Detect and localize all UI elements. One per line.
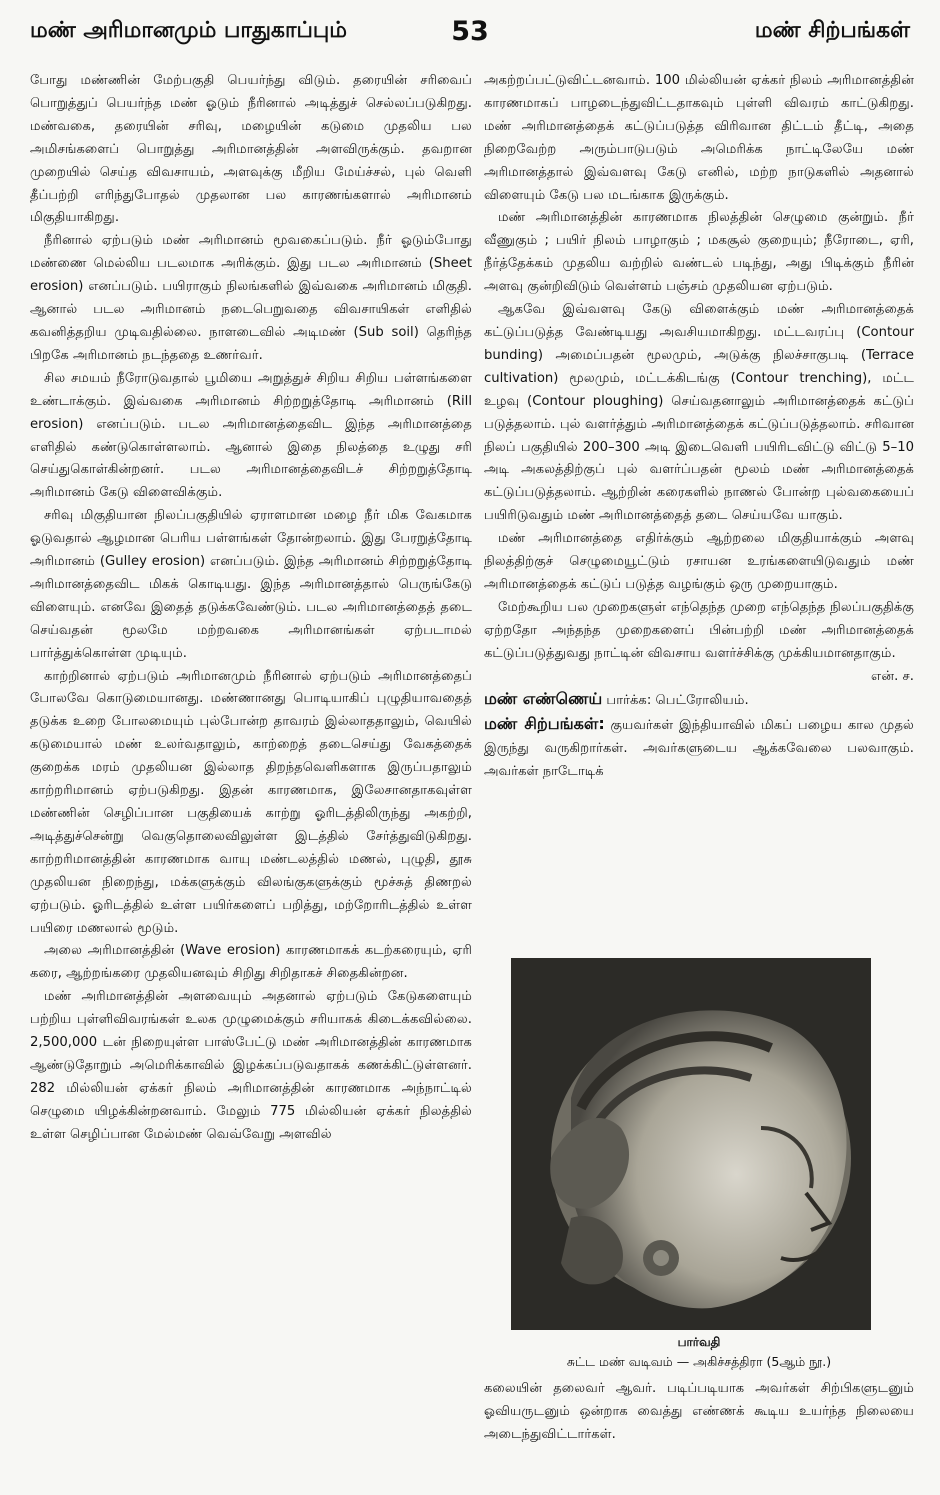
entry-mann-sirpangal — [484, 713, 914, 784]
paragraph: மண் அரிமானத்தின் அளவையும் அதனால் ஏற்படும் கேடுகளையும் பற்றிய புள்ளிவிவரங்கள் உலக முழுமைக்கும் சரியாகக் கிடைக்கவில்லை. 2,500,000 டன் நிறையுள்ள பாஸ்பேட்டு மண் அரிமானத்தின் காரணமாக ஆண்டுதோறும் அமெரிக்காவில் இழக்கப்படுவதாகக் கணக்கிட்டுள்ளனர். 282 மில்லியன் ஏக்கர் நிலம் அரிமானத்தின் காரணமாக அந்நாட்டில் செழுமை யிழக்கின்றனவாம். மேலும் 775 மில்லியன் ஏக்கர் நிலத்தில் உள்ள செழிப்பான மேல்மண் வெவ்வேறு அளவில் — [30, 989, 472, 1142]
figure-caption-subtitle: சுட்ட மண் வடிவம் — அகிச்சத்திரா (5ஆம் நூ.) — [566, 1354, 832, 1369]
left-column — [30, 70, 472, 1147]
sculpture-image — [511, 958, 871, 1330]
parvati-terracotta-photo — [511, 958, 871, 1330]
paragraph: மண் அரிமானத்தை எதிர்க்கும் ஆற்றலை மிகுதியாக்கும் அளவு நிலத்திற்குச் செழுமையூட்டும் ரசாயன உரங்களையிடுவதும் மண் அரிமானத்தைக் கட்டுப் படுத்த வழங்கும் ஒரு முறையாகும். — [484, 531, 914, 592]
paragraph: மண் அரிமானத்தின் காரணமாக நிலத்தின் செழுமை குன்றும். நீர் வீணுகும் ; பயிர் நிலம் பாழாகும் ; மகசூல் குறையும்; நீரோடை, ஏரி, நீர்த்தேக்கம் முதலிய வற்றில் வண்டல் படிந்து, அது பிடிக்கும் நீரின் அளவு குன்றிவிடும் வெள்ளம் பஞ்சம் முதலியன ஏற்படும். — [484, 210, 914, 295]
paragraph: சரிவு மிகுதியான நிலப்பகுதியில் ஏராளமான மழை நீர் மிக வேகமாக ஓடுவதால் ஆழமான பெரிய பள்ளங்கள் தோன்றலாம். இது பேரறுத்தோடி அரிமானம் (Gulley erosion) எனப்படும். இந்த அரிமானம் சிற்றறுத்தோடி அரிமானத்தைவிட மிகக் கொடியது. இந்த அரிமானத்தால் பெருங்கேடு விளையும். எனவே இதைத் தடுக்கவேண்டும். படல அரிமானத்தைத் தடை செய்வதன் மூலமே மற்றவகை அரிமானங்கள் ஏற்படாமல் பார்த்துக்கொள்ள முடியும். — [30, 508, 472, 661]
figure-caption-title: பார்வதி — [677, 1335, 721, 1349]
paragraph: ஆகவே இவ்வளவு கேடு விளைக்கும் மண் அரிமானத்தைக் கட்டுப்படுத்த வேண்டியது அவசியமாகிறது. மட்டவரப்பு (Contour bunding) அமைப்பதன் மூலமும், அடுக்கு நிலச்சாகுபடி (Terrace cultivation) மூலமும், மட்டக்கிடங்கு (Contour trenching), மட்ட உழவு (Contour ploughing) செய்வதனாலும் அரிமானத்தைக் கட்டுப் படுத்தலாம். புல் வளர்த்தும் அரிமானத்தைக் கட்டுப்படுத்தலாம். சரிவான நிலப் பகுதியில் 200–300 அடி இடைவெளி பயிரிடவிட்டு விட்டு 5–10 அடி அகலத்திற்குப் புல் வளர்ப்பதன் மூலம் மண் அரிமானத்தைக் கட்டுப்படுத்தலாம். ஆற்றின் கரைகளில் நாணல் போன்ற புல்வகையைப் பயிரிடுவதும் மண் அரிமானத்தைத் தடை செய்யவே யாகும். — [484, 302, 914, 524]
paragraph: காற்றினால் ஏற்படும் அரிமானமும் நீரினால் ஏற்படும் அரிமானத்தைப் போலவே கொடுமையானது. மண்ணானது பொடியாகிப் புழுதியாவதைத் தடுக்க உறை போலமையும் புல்போன்ற தாவரம் இல்லாததாலும், வெயில் கடுமையால் மண் உலர்வதாலும், காற்றைத் தடைசெய்து வேகத்தைக் குறைக்க மரம் முதலியன இல்லாத திறந்தவெளிகளாக இருப்பதாலும் காற்றரிமானம் ஏற்படுகிறது. இதன் காரணமாக, இலேசானதாகவுள்ள மண்ணின் செழிப்பான பகுதியைக் காற்று ஓரிடத்திலிருந்து அகற்றி, அடித்துச்சென்று வெகுதொலைவிலுள்ள இடத்தில் சேர்த்துவிடுகிறது. காற்றரிமானத்தின் காரணமாக வாயு மண்டலத்தில் மணல், புழுதி, தூசு முதலியன நிறைந்து, மக்களுக்கும் விலங்குகளுக்கும் மூச்சுத் திணறல் ஏற்படும். ஓரிடத்தில் உள்ள பயிர்களைப் பறித்து, மற்றோரிடத்தில் உள்ள பயிரை மணலால் மூடும். — [30, 668, 472, 936]
paragraph: மேற்கூறிய பல முறைகளுள் எந்தெந்த முறை எந்தெந்த நிலப்பகுதிக்கு ஏற்றதோ அந்தந்த முறைகளைப் பின்பற்றி மண் அரிமானத்தைக் கட்டுப்படுத்துவது நாட்டின் விவசாய வளர்ச்சிக்கு முக்கியமானதாகும். — [484, 599, 914, 661]
page-number: 53 — [451, 16, 489, 47]
author-initials: என். ச. — [871, 668, 914, 684]
paragraph: கலையின் தலைவர் ஆவர். படிப்படியாக அவர்கள் சிற்பிகளுடனும் ஓவியருடனும் ஒன்றாக வைத்து எண்ணக் கூடிய உயர்ந்த நிலையை அடைந்துவிட்டார்கள். — [484, 1381, 914, 1442]
running-head-right: மண் சிற்பங்கள் — [754, 18, 910, 43]
entry-text: குயவர்கள் இந்தியாவில் மிகப் பழைய கால முதல் இருந்து வருகிறார்கள். அவர்களுடைய ஆக்கவேலை பலவாகும். அவர்கள் நாடோடிக் — [484, 718, 914, 780]
running-head-left: மண் அரிமானமும் பாதுகாப்பும் — [30, 18, 347, 43]
right-column — [484, 70, 914, 784]
bottom-right-text — [484, 1378, 914, 1447]
entry-title: மண் எண்ணெய் — [484, 689, 603, 709]
paragraph: அலை அரிமானத்தின் (Wave erosion) காரணமாகக் கடற்கரையும், ஏரி கரை, ஆற்றங்கரை முதலியனவும் சிறிது சிறிதாகச் சிதைகின்றன. — [30, 943, 472, 982]
entry-mann-ennai — [484, 688, 914, 713]
page-header — [30, 18, 910, 58]
entry-text: பார்க்க: பெட்ரோலியம். — [606, 693, 749, 709]
paragraph: போது மண்ணின் மேற்பகுதி பெயர்ந்து விடும். தரையின் சரிவைப் பொறுத்துப் பெயர்ந்த மண் ஓடும் நீரினால் அடித்துச் செல்லப்படுகிறது. மண்வகை, தரையின் சரிவு, மழையின் கடுமை முதலிய பல அமிசங்களைப் பொறுத்து அரிமானத்தின் அளவிருக்கும். தவறான முறையில் செய்த விவசாயம், அளவுக்கு மீறிய மேய்ச்சல், புல் வெளி தீப்பற்றி எரிந்துபோதல் முதலான பல காரணங்களால் அரிமானம் மிகுதியாகிறது. — [30, 73, 472, 226]
paragraph: சில சமயம் நீரோடுவதால் பூமியை அறுத்துச் சிறிய சிறிய பள்ளங்களை உண்டாக்கும். இவ்வகை அரிமானம் சிற்றறுத்தோடி அரிமானம் (Rill erosion) எனப்படும். படல அரிமானத்தைவிட இந்த அரிமானத்தை எளிதில் கண்டுகொள்ளலாம். ஆனால் இதை நிலத்தை உழுது சரி செய்துகொள்கின்றனர். படல அரிமானத்தைவிடச் சிற்றறுத்தோடி அரிமானம் கேடு விளைவிக்கும். — [30, 370, 472, 501]
entry-title: மண் சிற்பங்கள்: — [484, 714, 605, 734]
paragraph: நீரினால் ஏற்படும் மண் அரிமானம் மூவகைப்படும். நீர் ஓடும்போது மண்ணை மெல்லிய படலமாக அரிக்கும். இது படல அரிமானம் (Sheet erosion) எனப்படும். பயிராகும் நிலங்களில் இவ்வகை அரிமானம் மிகுதி. ஆனால் படல அரிமானம் நடைபெறுவதை விவசாயிகள் எளிதில் கவனித்தறிய முடிவதில்லை. நாளடைவில் அடிமண் (Sub soil) தெரிந்த பிறகே அரிமானம் நடந்ததை உணர்வர். — [30, 233, 472, 363]
paragraph: அகற்றப்பட்டுவிட்டனவாம். 100 மில்லியன் ஏக்கர் நிலம் அரிமானத்தின் காரணமாகப் பாழடைந்துவிட்டதாகவும் புள்ளி விவரம் காட்டுகிறது. மண் அரிமானத்தைக் கட்டுப்படுத்த விரிவான திட்டம் தீட்டி, அதை நிறைவேற்ற அரும்பாடுபடும் அமெரிக்க நாட்டிலேயே மண் அரிமானத்தால் இவ்வளவு கேடு எனில், மற்ற நாடுகளில் அதனால் விளையும் கேடு பல மடங்காக இருக்கும். — [484, 73, 914, 203]
